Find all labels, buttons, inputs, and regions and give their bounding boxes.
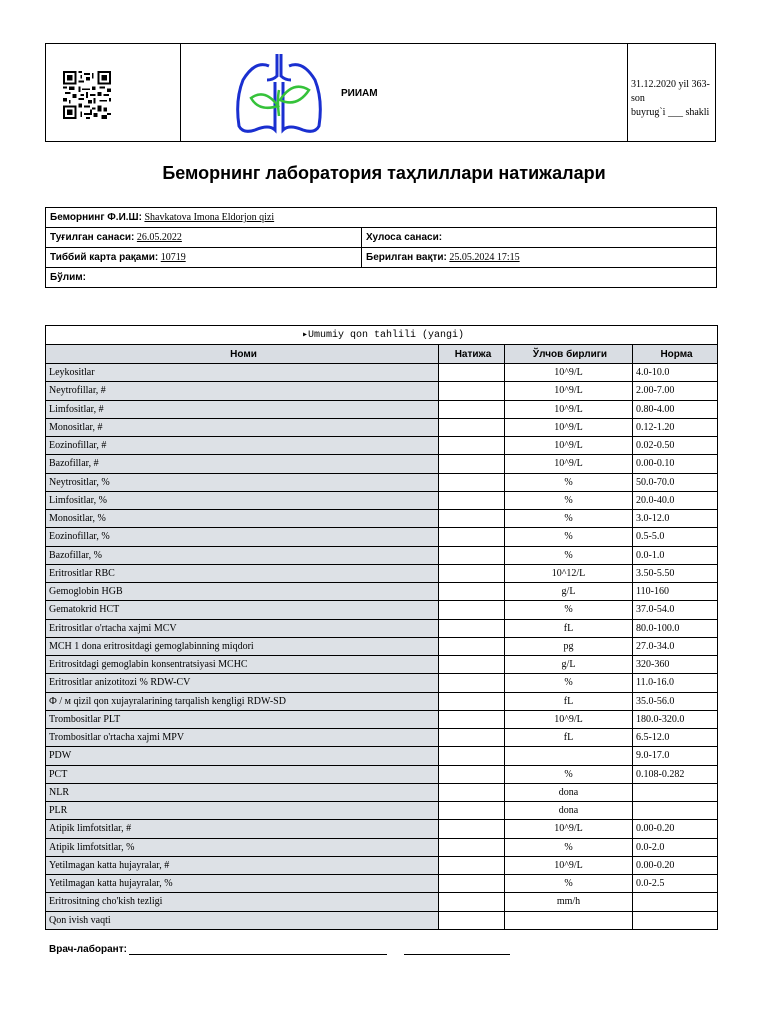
test-name: Limfositlar, #: [46, 400, 439, 418]
test-result: [439, 546, 505, 564]
test-name: Gemoglobin HGB: [46, 583, 439, 601]
section-title: ▸Umumiy qon tahlili (yangi): [46, 326, 718, 345]
test-unit: %: [505, 528, 633, 546]
test-name: Eritrositlar o'rtacha xajmi MCV: [46, 619, 439, 637]
test-norm: 2.00-7.00: [633, 382, 718, 400]
test-unit: g/L: [505, 583, 633, 601]
test-name: Eritrositlar anizotitozi % RDW-CV: [46, 674, 439, 692]
test-norm: 0.108-0.282: [633, 765, 718, 783]
test-result: [439, 838, 505, 856]
test-name: Eritrositdagi gemoglabin konsentratsiyasi MCHC: [46, 656, 439, 674]
test-name: Yetilmagan katta hujayralar, %: [46, 875, 439, 893]
test-name: Atipik limfotsitlar, %: [46, 838, 439, 856]
table-row: [46, 747, 718, 765]
test-unit: fL: [505, 692, 633, 710]
issued-time-value: 25.05.2024 17:15: [449, 252, 520, 263]
table-row: [46, 364, 718, 382]
test-result: [439, 364, 505, 382]
test-unit: %: [505, 875, 633, 893]
issued-time-cell: [362, 248, 717, 268]
test-name: Neytrofillar, #: [46, 382, 439, 400]
test-result: [439, 674, 505, 692]
test-result: [439, 692, 505, 710]
test-result: [439, 802, 505, 820]
dob-label: Туғилган санаси:: [50, 232, 135, 243]
table-row: [46, 601, 718, 619]
test-result: [439, 601, 505, 619]
organization-name: РИИАМ: [341, 88, 378, 99]
test-result: [439, 437, 505, 455]
table-row: [46, 856, 718, 874]
test-norm: 110-160: [633, 583, 718, 601]
test-result: [439, 710, 505, 728]
test-norm: [633, 802, 718, 820]
test-norm: 0.00-0.20: [633, 856, 718, 874]
test-norm: 320-360: [633, 656, 718, 674]
conclusion-date-cell: [362, 228, 717, 248]
issued-time-label: Берилган вақти:: [366, 252, 447, 263]
test-unit: 10^9/L: [505, 856, 633, 874]
test-norm: 0.5-5.0: [633, 528, 718, 546]
test-norm: 180.0-320.0: [633, 710, 718, 728]
test-unit: 10^9/L: [505, 455, 633, 473]
table-row: [46, 692, 718, 710]
test-result: [439, 491, 505, 509]
test-unit: dona: [505, 802, 633, 820]
test-norm: [633, 783, 718, 801]
test-norm: 27.0-34.0: [633, 637, 718, 655]
test-result: [439, 528, 505, 546]
test-unit: %: [505, 601, 633, 619]
signature-line: [49, 944, 510, 955]
table-row: [46, 656, 718, 674]
test-norm: 4.0-10.0: [633, 364, 718, 382]
test-norm: 0.0-1.0: [633, 546, 718, 564]
test-name: PLR: [46, 802, 439, 820]
table-row: [46, 382, 718, 400]
test-result: [439, 911, 505, 929]
page-title: Беморнинг лаборатория таҳлиллари натижалари: [162, 163, 606, 183]
test-name: Trombositlar PLT: [46, 710, 439, 728]
test-result: [439, 619, 505, 637]
test-result: [439, 382, 505, 400]
test-unit: 10^9/L: [505, 820, 633, 838]
test-name: Leykositlar: [46, 364, 439, 382]
lungs-logo-icon: [233, 50, 325, 138]
signature-date-blank: [404, 954, 510, 955]
test-unit: [505, 747, 633, 765]
test-unit: pg: [505, 637, 633, 655]
medical-card-cell: [46, 248, 362, 268]
test-unit: g/L: [505, 656, 633, 674]
test-norm: 35.0-56.0: [633, 692, 718, 710]
test-unit: %: [505, 674, 633, 692]
patient-name-label: Беморнинг Ф.И.Ш:: [50, 212, 142, 223]
lab-results-table: [45, 325, 718, 930]
patient-name-cell: [46, 208, 717, 228]
table-row: [46, 564, 718, 582]
column-header-norm: Норма: [633, 345, 718, 364]
table-row: [46, 528, 718, 546]
test-name: Yetilmagan katta hujayralar, #: [46, 856, 439, 874]
test-result: [439, 637, 505, 655]
test-unit: 10^9/L: [505, 418, 633, 436]
test-name: Trombositlar o'rtacha xajmi MPV: [46, 729, 439, 747]
table-row: [46, 455, 718, 473]
test-result: [439, 400, 505, 418]
test-result: [439, 564, 505, 582]
test-unit: %: [505, 510, 633, 528]
table-row: [46, 911, 718, 929]
test-norm: 11.0-16.0: [633, 674, 718, 692]
test-result: [439, 820, 505, 838]
test-norm: 0.0-2.5: [633, 875, 718, 893]
test-name: Ф / м qizil qon xujayralarining tarqalish kengligi RDW-SD: [46, 692, 439, 710]
test-name: Monositlar, %: [46, 510, 439, 528]
table-row: [46, 783, 718, 801]
test-name: MCH 1 dona eritrositdagi gemoglabinning miqdori: [46, 637, 439, 655]
test-norm: 0.02-0.50: [633, 437, 718, 455]
table-row: [46, 820, 718, 838]
test-name: Eozinofillar, #: [46, 437, 439, 455]
medical-card-value: 10719: [160, 252, 186, 263]
test-result: [439, 418, 505, 436]
test-unit: [505, 911, 633, 929]
test-norm: 6.5-12.0: [633, 729, 718, 747]
table-row: [46, 473, 718, 491]
order-line-1: 31.12.2020 yil 363-son: [631, 79, 710, 104]
dob-cell: [46, 228, 362, 248]
test-unit: 10^9/L: [505, 710, 633, 728]
order-line-2: buyrug`i ___ shakli: [631, 107, 710, 118]
table-row: [46, 802, 718, 820]
table-row: [46, 418, 718, 436]
test-norm: 3.0-12.0: [633, 510, 718, 528]
test-unit: %: [505, 838, 633, 856]
test-result: [439, 783, 505, 801]
order-reference: [628, 44, 715, 141]
test-name: Eritrositning cho'kish tezligi: [46, 893, 439, 911]
test-unit: fL: [505, 619, 633, 637]
test-name: Neytrositlar, %: [46, 473, 439, 491]
test-unit: fL: [505, 729, 633, 747]
test-unit: 10^9/L: [505, 400, 633, 418]
test-norm: 20.0-40.0: [633, 491, 718, 509]
test-name: NLR: [46, 783, 439, 801]
test-result: [439, 729, 505, 747]
results-body: [46, 364, 718, 930]
conclusion-date-label: Хулоса санаси:: [366, 232, 443, 243]
patient-info-table: [45, 207, 717, 288]
test-result: [439, 656, 505, 674]
test-name: Eozinofillar, %: [46, 528, 439, 546]
test-name: Gematokrid HCT: [46, 601, 439, 619]
test-norm: 0.00-0.10: [633, 455, 718, 473]
test-norm: 37.0-54.0: [633, 601, 718, 619]
test-name: Limfositlar, %: [46, 491, 439, 509]
test-norm: 50.0-70.0: [633, 473, 718, 491]
document-header: [45, 43, 716, 142]
table-row: [46, 491, 718, 509]
test-unit: mm/h: [505, 893, 633, 911]
test-unit: dona: [505, 783, 633, 801]
dob-value: 26.05.2022: [136, 232, 182, 243]
medical-card-label: Тиббий карта рақами:: [50, 252, 159, 263]
column-header-name: Номи: [46, 345, 439, 364]
test-norm: 0.12-1.20: [633, 418, 718, 436]
test-name: Atipik limfotsitlar, #: [46, 820, 439, 838]
table-row: [46, 838, 718, 856]
patient-name-value: Shavkatova Imona Eldorjon qizi: [144, 212, 275, 223]
test-result: [439, 455, 505, 473]
test-norm: [633, 911, 718, 929]
table-row: [46, 729, 718, 747]
department-cell: [46, 268, 717, 288]
qr-code-icon: [63, 71, 111, 119]
test-unit: 10^9/L: [505, 364, 633, 382]
test-name: Qon ivish vaqti: [46, 911, 439, 929]
table-row: [46, 400, 718, 418]
table-row: [46, 619, 718, 637]
test-norm: 0.80-4.00: [633, 400, 718, 418]
test-result: [439, 875, 505, 893]
column-header-result: Натижа: [439, 345, 505, 364]
test-result: [439, 765, 505, 783]
test-unit: %: [505, 546, 633, 564]
qr-cell: [46, 44, 181, 141]
test-result: [439, 583, 505, 601]
table-row: [46, 546, 718, 564]
test-result: [439, 510, 505, 528]
test-norm: 0.0-2.0: [633, 838, 718, 856]
signature-blank: [129, 954, 387, 955]
table-row: [46, 875, 718, 893]
test-unit: %: [505, 491, 633, 509]
test-unit: 10^9/L: [505, 437, 633, 455]
test-name: PCT: [46, 765, 439, 783]
test-result: [439, 473, 505, 491]
test-unit: 10^12/L: [505, 564, 633, 582]
test-unit: %: [505, 473, 633, 491]
test-norm: 3.50-5.50: [633, 564, 718, 582]
table-row: [46, 510, 718, 528]
column-header-unit: Ўлчов бирлиги: [505, 345, 633, 364]
test-unit: 10^9/L: [505, 382, 633, 400]
logo-cell: [181, 44, 628, 141]
table-row: [46, 437, 718, 455]
table-row: [46, 893, 718, 911]
test-norm: 80.0-100.0: [633, 619, 718, 637]
test-norm: [633, 893, 718, 911]
table-row: [46, 637, 718, 655]
test-result: [439, 893, 505, 911]
test-result: [439, 856, 505, 874]
test-name: Monositlar, #: [46, 418, 439, 436]
table-row: [46, 674, 718, 692]
department-label: Бўлим:: [50, 272, 86, 283]
table-row: [46, 583, 718, 601]
table-row: [46, 765, 718, 783]
test-name: Bazofillar, #: [46, 455, 439, 473]
test-norm: 0.00-0.20: [633, 820, 718, 838]
test-result: [439, 747, 505, 765]
table-row: [46, 710, 718, 728]
test-norm: 9.0-17.0: [633, 747, 718, 765]
test-name: PDW: [46, 747, 439, 765]
test-unit: %: [505, 765, 633, 783]
test-name: Eritrositlar RBC: [46, 564, 439, 582]
test-name: Bazofillar, %: [46, 546, 439, 564]
signature-label: Врач-лаборант:: [49, 944, 127, 955]
